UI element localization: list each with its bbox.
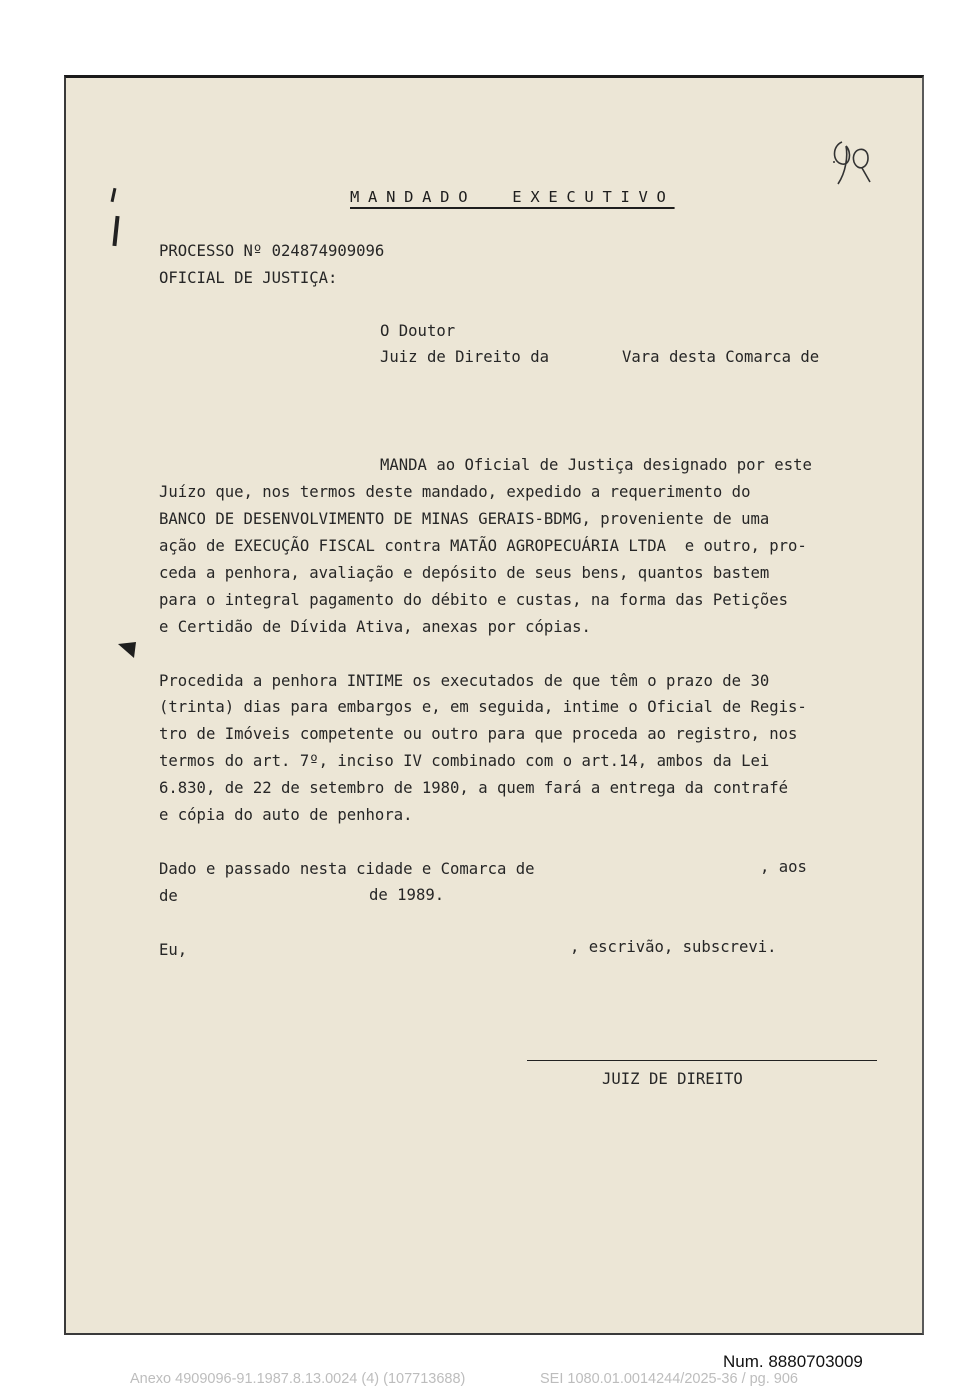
para1-line: Juízo que, nos termos deste mandado, expedido a requerimento do <box>159 483 751 501</box>
oficial-label: OFICIAL DE JUSTIÇA: <box>159 269 338 287</box>
handwritten-initials <box>828 132 876 190</box>
para2-line: 6.830, de 22 de setembro de 1980, a quem fará a entrega da contrafé <box>159 779 789 797</box>
para1-line: e Certidão de Dívida Ativa, anexas por cópias. <box>159 618 591 636</box>
addressee-line1: O Doutor <box>380 322 456 340</box>
document-number: Num. 8880703009 <box>723 1352 863 1371</box>
para1-line: MANDA ao Oficial de Justiça designado por este <box>380 456 812 474</box>
addressee-line2a: Juiz de Direito da <box>380 348 549 366</box>
signature-label: JUIZ DE DIREITO <box>602 1070 743 1088</box>
dated-line1b: , aos <box>760 858 807 876</box>
dated-line1a: Dado e passado nesta cidade e Comarca de <box>159 860 535 878</box>
dated-line2b: de 1989. <box>369 886 445 904</box>
para2-line: (trinta) dias para embargos e, em seguida, intime o Oficial de Regis- <box>159 698 807 716</box>
eu-label: Eu, <box>159 941 188 959</box>
document-title: MANDADO EXECUTIVO <box>350 188 675 206</box>
signature-line <box>527 1060 877 1061</box>
para2-line: tro de Imóveis competente ou outro para que proceda ao registro, nos <box>159 725 798 743</box>
anexo-reference: Anexo 4909096-91.1987.8.13.0024 (4) (107713688) <box>130 1371 466 1387</box>
margin-arrow-mark <box>116 636 140 660</box>
para1-line: para o integral pagamento do débito e custas, na forma das Petições <box>159 591 789 609</box>
sei-reference: SEI 1080.01.0014244/2025-36 / pg. 906 <box>540 1371 798 1387</box>
para2-line: termos do art. 7º, inciso IV combinado com o art.14, ambos da Lei <box>159 752 770 770</box>
escrivao-text: , escrivão, subscrevi. <box>570 938 777 956</box>
para1-line: ceda a penhora, avaliação e depósito de seus bens, quantos bastem <box>159 564 770 582</box>
dated-line2a: de <box>159 887 178 905</box>
para2-line: e cópia do auto de penhora. <box>159 806 413 824</box>
para1-line: ação de EXECUÇÃO FISCAL contra MATÃO AGROPECUÁRIA LTDA e outro, pro- <box>159 537 807 555</box>
processo-number: PROCESSO Nº 024874909096 <box>159 242 385 260</box>
para2-line: Procedida a penhora INTIME os executados de que têm o prazo de 30 <box>159 672 770 690</box>
para1-line: BANCO DE DESENVOLVIMENTO DE MINAS GERAIS-BDMG, proveniente de uma <box>159 510 770 528</box>
addressee-line2b: Vara desta Comarca de <box>622 348 820 366</box>
